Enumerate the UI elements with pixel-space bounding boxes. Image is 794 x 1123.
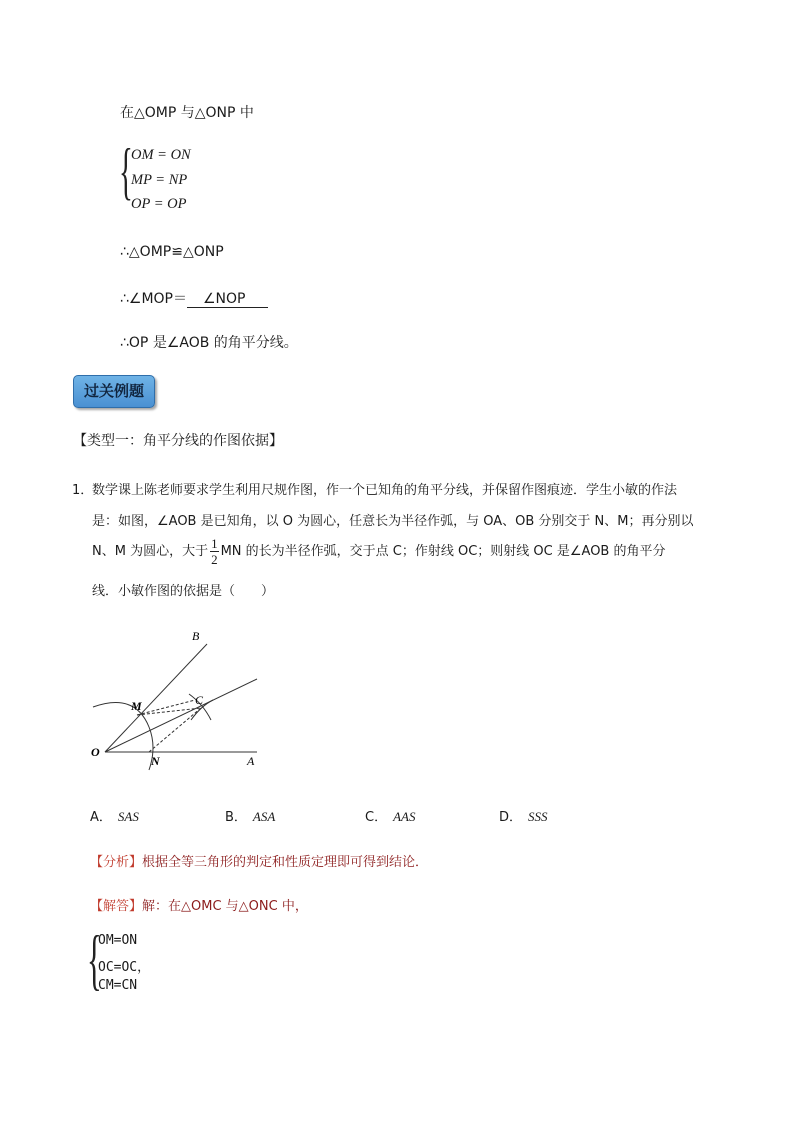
left-brace-icon: { — [119, 135, 133, 206]
answer-equation-1: OM=ON — [98, 933, 138, 948]
dashed-mc — [137, 708, 201, 715]
proof-equation-1: OM = ON — [131, 147, 191, 163]
proof-equation-2: MP = NP — [131, 172, 188, 188]
analysis-text: 根据全等三角形的判定和性质定理即可得到结论． — [142, 855, 429, 870]
arc-centered-o — [93, 703, 153, 771]
conclusion-statement: ∴OP 是∠AOB 的角平分线。 — [120, 335, 298, 351]
ray-oc — [105, 679, 257, 752]
proof-intro-line: 在△OMP 与△ONP 中 — [120, 105, 254, 121]
type-heading: 【类型一：角平分线的作图依据】 — [73, 433, 283, 449]
option-c[interactable] — [365, 806, 415, 825]
answer-text: 解：在△OMC 与△ONC 中， — [142, 899, 308, 914]
option-c-letter: C． — [365, 810, 388, 825]
section-badge: 过关例题 — [73, 375, 155, 408]
question-line-2: 是：如图，∠AOB 是已知角，以 O 为圆心，任意长为半径作弧，与 OA、OB 分别交于 N、M；再分别以 — [92, 514, 694, 529]
question-line-3-end: MN 的长为半径作弧，交于点 C；作射线 OC；则射线 OC 是∠AOB 的角平分 — [220, 544, 666, 559]
answer-equation-2: OC=OC， — [98, 960, 151, 975]
fraction-numerator: 1 — [211, 536, 218, 551]
option-d-text: SSS — [528, 809, 548, 824]
option-d[interactable] — [499, 806, 548, 825]
option-a-letter: A． — [90, 810, 112, 825]
ray-ob — [105, 644, 207, 752]
option-b-letter: B． — [225, 810, 247, 825]
angle-bisector-figure — [85, 622, 275, 772]
angle-equality-statement — [120, 288, 268, 308]
answer-left-brace-icon: { — [87, 921, 102, 997]
option-a[interactable] — [90, 806, 139, 825]
answer-equation-3: CM=CN — [98, 978, 138, 993]
option-b[interactable] — [225, 806, 275, 825]
option-a-text: SAS — [117, 809, 139, 824]
option-c-text: AAS — [393, 809, 416, 824]
fraction-one-half — [210, 536, 219, 567]
question-line-4: 线．小敏作图的依据是（ ） — [92, 584, 275, 599]
option-d-letter: D． — [499, 810, 523, 825]
label-m: M — [131, 699, 142, 713]
question-line-1: 数学课上陈老师要求学生利用尺规作图，作一个已知角的角平分线，并保留作图痕迹．学生小敏的作法 — [92, 483, 678, 498]
analysis-line — [90, 851, 428, 870]
label-b: B — [192, 629, 200, 643]
analysis-tag: 【分析】 — [90, 855, 143, 870]
fraction-denominator: 2 — [211, 552, 218, 567]
option-b-text: ASA — [252, 809, 276, 824]
label-n: N — [151, 754, 160, 768]
angle-equality-prefix: ∴∠MOP＝ — [120, 291, 187, 307]
question-line-3 — [92, 536, 665, 568]
label-a: A — [247, 754, 255, 768]
congruence-statement: ∴△OMP≌△ONP — [120, 244, 224, 260]
question-line-3-start: N、M 为圆心，大于 — [92, 544, 209, 559]
proof-equation-3: OP = OP — [131, 196, 187, 212]
question-number: 1． — [72, 483, 94, 498]
label-c: C — [195, 693, 204, 707]
dashed-nc — [149, 708, 201, 752]
label-o: O — [91, 745, 100, 759]
angle-equality-answer: ∠NOP — [187, 291, 268, 308]
answer-tag: 【解答】 — [90, 899, 143, 914]
answer-line — [90, 895, 308, 914]
